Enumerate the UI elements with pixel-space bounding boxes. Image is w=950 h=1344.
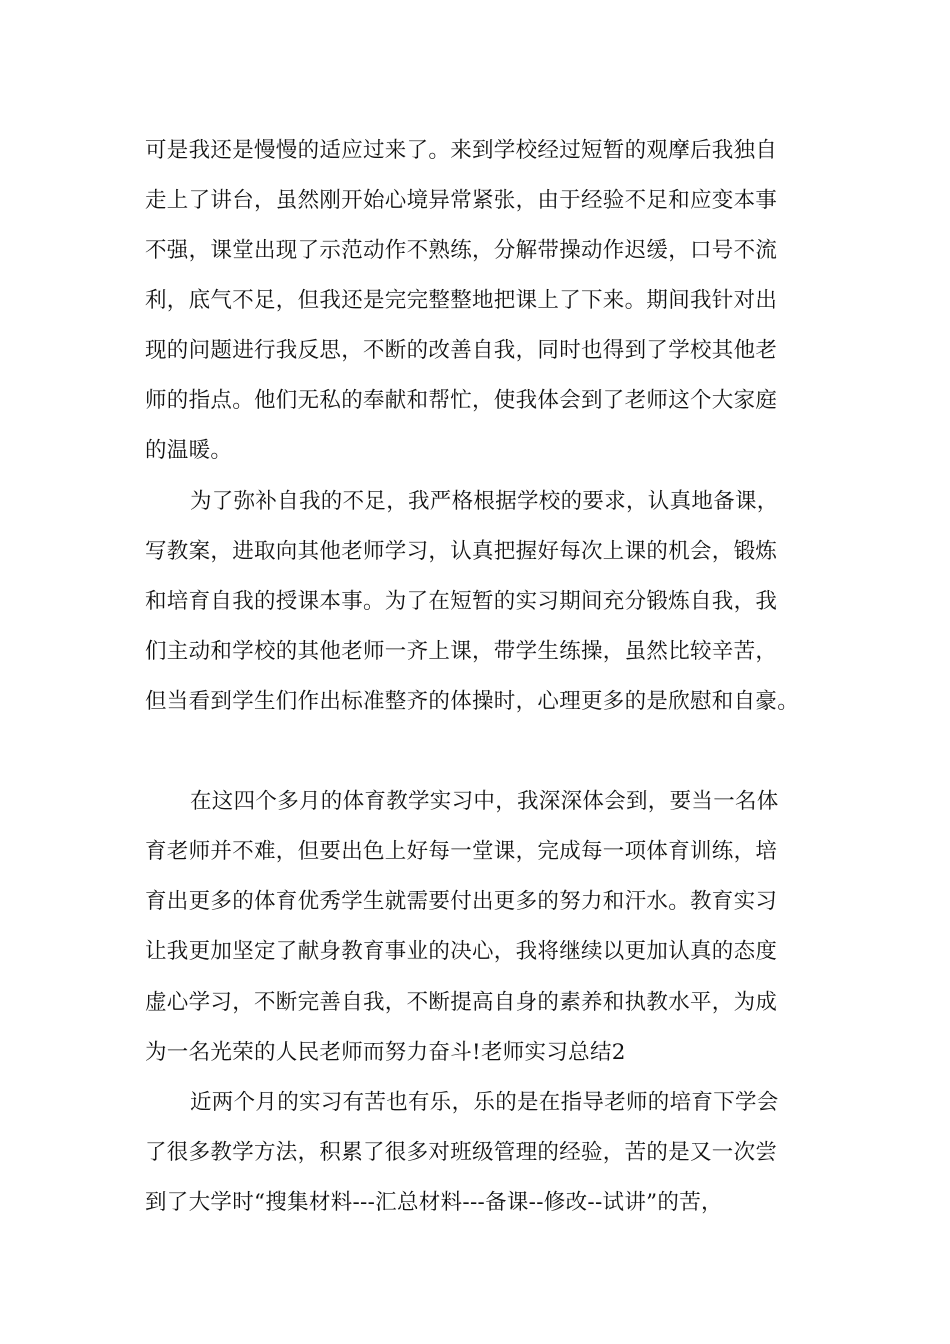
text-line: 不强，课堂出现了示范动作不熟练，分解带操动作迟缓，口号不流 xyxy=(145,238,778,263)
text-line: 了很多教学方法，积累了很多对班级管理的经验，苦的是又一次尝 xyxy=(145,1140,778,1165)
text-line: 师的指点。他们无私的奉献和帮忙，使我体会到了老师这个大家庭 xyxy=(145,388,778,413)
text-line: 的温暖。 xyxy=(145,438,233,463)
text-line: 但当看到学生们作出标准整齐的体操时，心理更多的是欣慰和自豪。 xyxy=(145,689,800,714)
text-line: 们主动和学校的其他老师一齐上课，带学生练操，虽然比较辛苦， xyxy=(145,639,778,664)
text-line: 为一名光荣的人民老师而努力奋斗!老师实习总结2 xyxy=(145,1040,626,1065)
text-line: 虚心学习，不断完善自我，不断提高自身的素养和执教水平，为成 xyxy=(145,990,778,1015)
text-line: 利，底气不足，但我还是完完整整地把课上了下来。期间我针对出 xyxy=(145,288,778,313)
text-line: 和培育自我的授课本事。为了在短暂的实习期间充分锻炼自我，我 xyxy=(145,589,778,614)
text-line: 走上了讲台，虽然刚开始心境异常紧张，由于经验不足和应变本事 xyxy=(145,188,778,213)
text-line: 育老师并不难，但要出色上好每一堂课，完成每一项体育训练，培 xyxy=(145,839,778,864)
text-line: 到了大学时“搜集材料---汇总材料---备课--修改--试讲”的苦， xyxy=(145,1190,723,1215)
paragraph-first-line: 在这四个多月的体育教学实习中，我深深体会到，要当一名体 xyxy=(190,789,779,814)
text-line: 让我更加坚定了献身教育事业的决心，我将继续以更加认真的态度 xyxy=(145,939,778,964)
text-line: 现的问题进行我反思，不断的改善自我，同时也得到了学校其他老 xyxy=(145,338,778,363)
text-line: 可是我还是慢慢的适应过来了。来到学校经过短暂的观摩后我独自 xyxy=(145,138,778,163)
paragraph-first-line: 为了弥补自我的不足，我严格根据学校的要求，认真地备课， xyxy=(190,489,779,514)
paragraph-first-line: 近两个月的实习有苦也有乐，乐的是在指导老师的培育下学会 xyxy=(190,1090,779,1115)
text-line: 育出更多的体育优秀学生就需要付出更多的努力和汗水。教育实习 xyxy=(145,889,778,914)
text-line: 写教案，进取向其他老师学习，认真把握好每次上课的机会，锻炼 xyxy=(145,539,778,564)
